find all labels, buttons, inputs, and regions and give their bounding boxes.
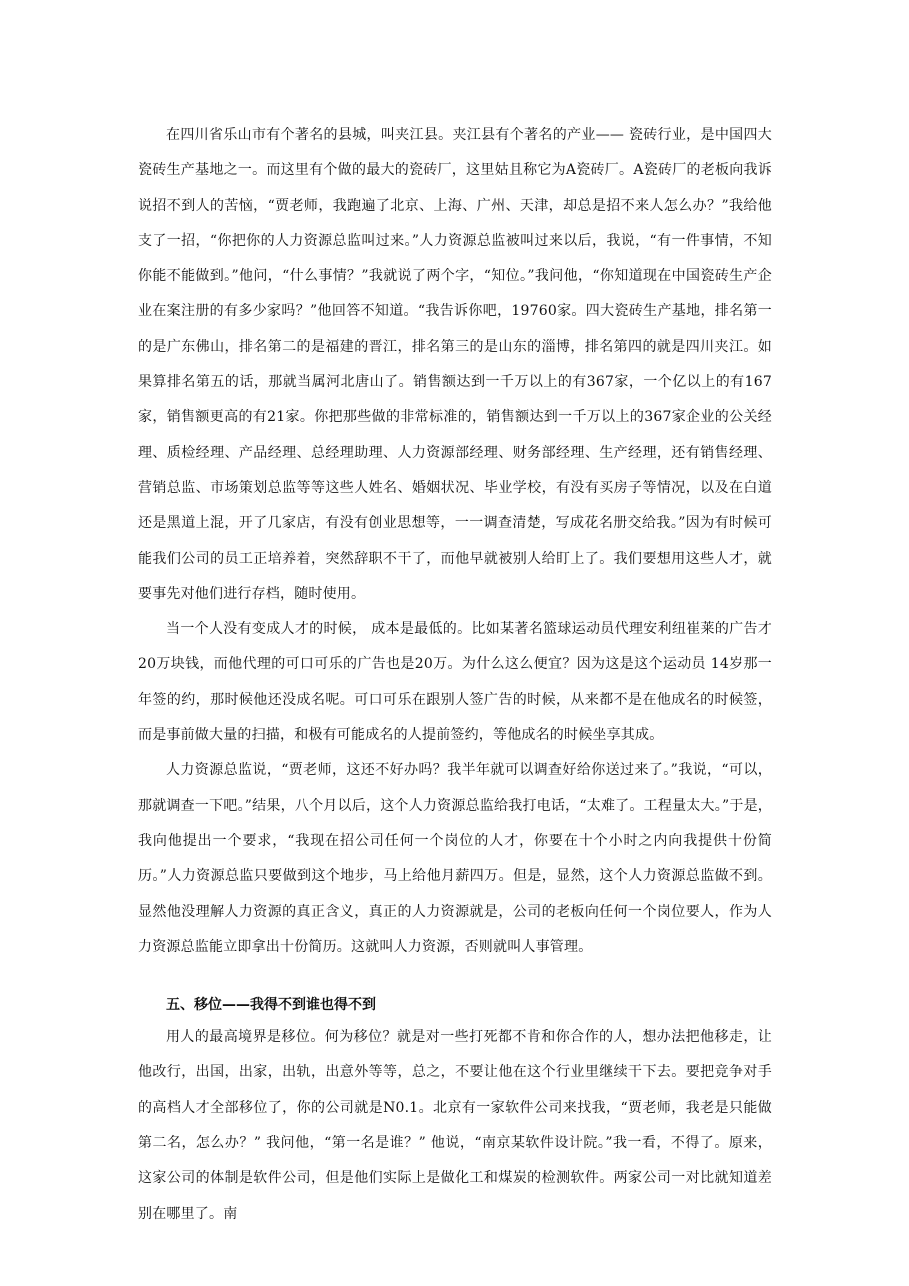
paragraph-talent-archive: 在四川省乐山市有个著名的县城，叫夹江县。夹江县有个著名的产业—— 瓷砖行业，是中国四大瓷砖生产基地之一。而这里有个做的最大的瓷砖厂，这里姑且称它为A瓷砖厂。A瓷砖厂的老板向我诉说招不到人的苦恼，“贾老师，我跑遍了北京、上海、广州、天津，却总是招不来人怎么办？”我给他支了一招，“你把你的人力资源总监叫过来。”人力资源总监被叫过来以后，我说，“有一件事情，不知你能不能做到。”他问，“什么事情？”我就说了两个字，“知位。”我问他，“你知道现在中国瓷砖生产企业在案注册的有多少家吗？”他回答不知道。“我告诉你吧，19760家。四大瓷砖生产基地，排名第一的是广东佛山，排名第二的是福建的晋江，排名第三的是山东的淄博，排名第四的就是四川夹江。如果算排名第五的话，那就当属河北唐山了。销售额达到一千万以上的有367家，一个亿以上的有167家，销售额更高的有21家。你把那些做的非常标准的，销售额达到一千万以上的367家企业的公关经理、质检经理、产品经理、总经理助理、人力资源部经理、财务部经理、生产经理，还有销售经理、营销总监、市场策划总监等等这些人姓名、婚姻状况、毕业学校，有没有买房子等情况，以及在白道还是黑道上混，开了几家店，有没有创业思想等，一一调查清楚，写成花名册交给我。”因为有时候可能我们公司的员工正培养着，突然辞职不干了，而他早就被别人给盯上了。我们要想用这些人才，就要事先对他们进行存档，随时使用。	[138, 127, 772, 602]
paragraph-cost-of-talent: 当一个人没有变成人才的时候， 成本是最低的。比如某著名篮球运动员代理安利纽崔莱的广告才 20万块钱，而他代理的可口可乐的广告也是20万。为什么这么便宜？因为这是这个运动员 14岁那一年签的约，那时候他还没成名呢。可口可乐在跟别人签广告的时候，从来都不是在他成名的时候签，而是事前做大量的扫描，和极有可能成名的人提前签约，等他成名的时候坐享其成。	[138, 621, 772, 744]
paragraph-hr-director: 人力资源总监说，“贾老师，这还不好办吗？我半年就可以调查好给你送过来了。”我说，“可以，那就调查一下吧。”结果，八个月以后，这个人力资源总监给我打电话，“太难了。工程量太大。”于是，我向他提出一个要求，“我现在招公司任何一个岗位的人才，你要在十个小时之内向我提供十份简历。”人力资源总监只要做到这个地步，马上给他月薪四万。但是，显然，这个人力资源总监做不到。显然他没理解人力资源的真正含义，真正的人力资源就是，公司的老板向任何一个岗位要人，作为人力资源总监能立即拿出十份简历。这就叫人力资源，否则就叫人事管理。	[138, 762, 772, 955]
section-heading: 五、移位——我得不到谁也得不到	[166, 997, 376, 1014]
paragraph-relocation: 用人的最高境界是移位。何为移位？就是对一些打死都不肯和你合作的人，想办法把他移走，让他改行，出国，出家，出轨，出意外等等，总之，不要让他在这个行业里继续干下去。要把竞争对手的高档人才全部移位了，你的公司就是N0.1。北京有一家软件公司来找我，“贾老师，我老是只能做第二名，怎么办？” 我问他，“第一名是谁？” 他说，“南京某软件设计院。”我一看，不得了。原来，这家公司的体制是软件公司，但是他们实际上是做化工和煤炭的检测软件。两家公司一对比就知道差别在哪里了。南	[138, 1029, 772, 1222]
document-page	[138, 118, 772, 1232]
